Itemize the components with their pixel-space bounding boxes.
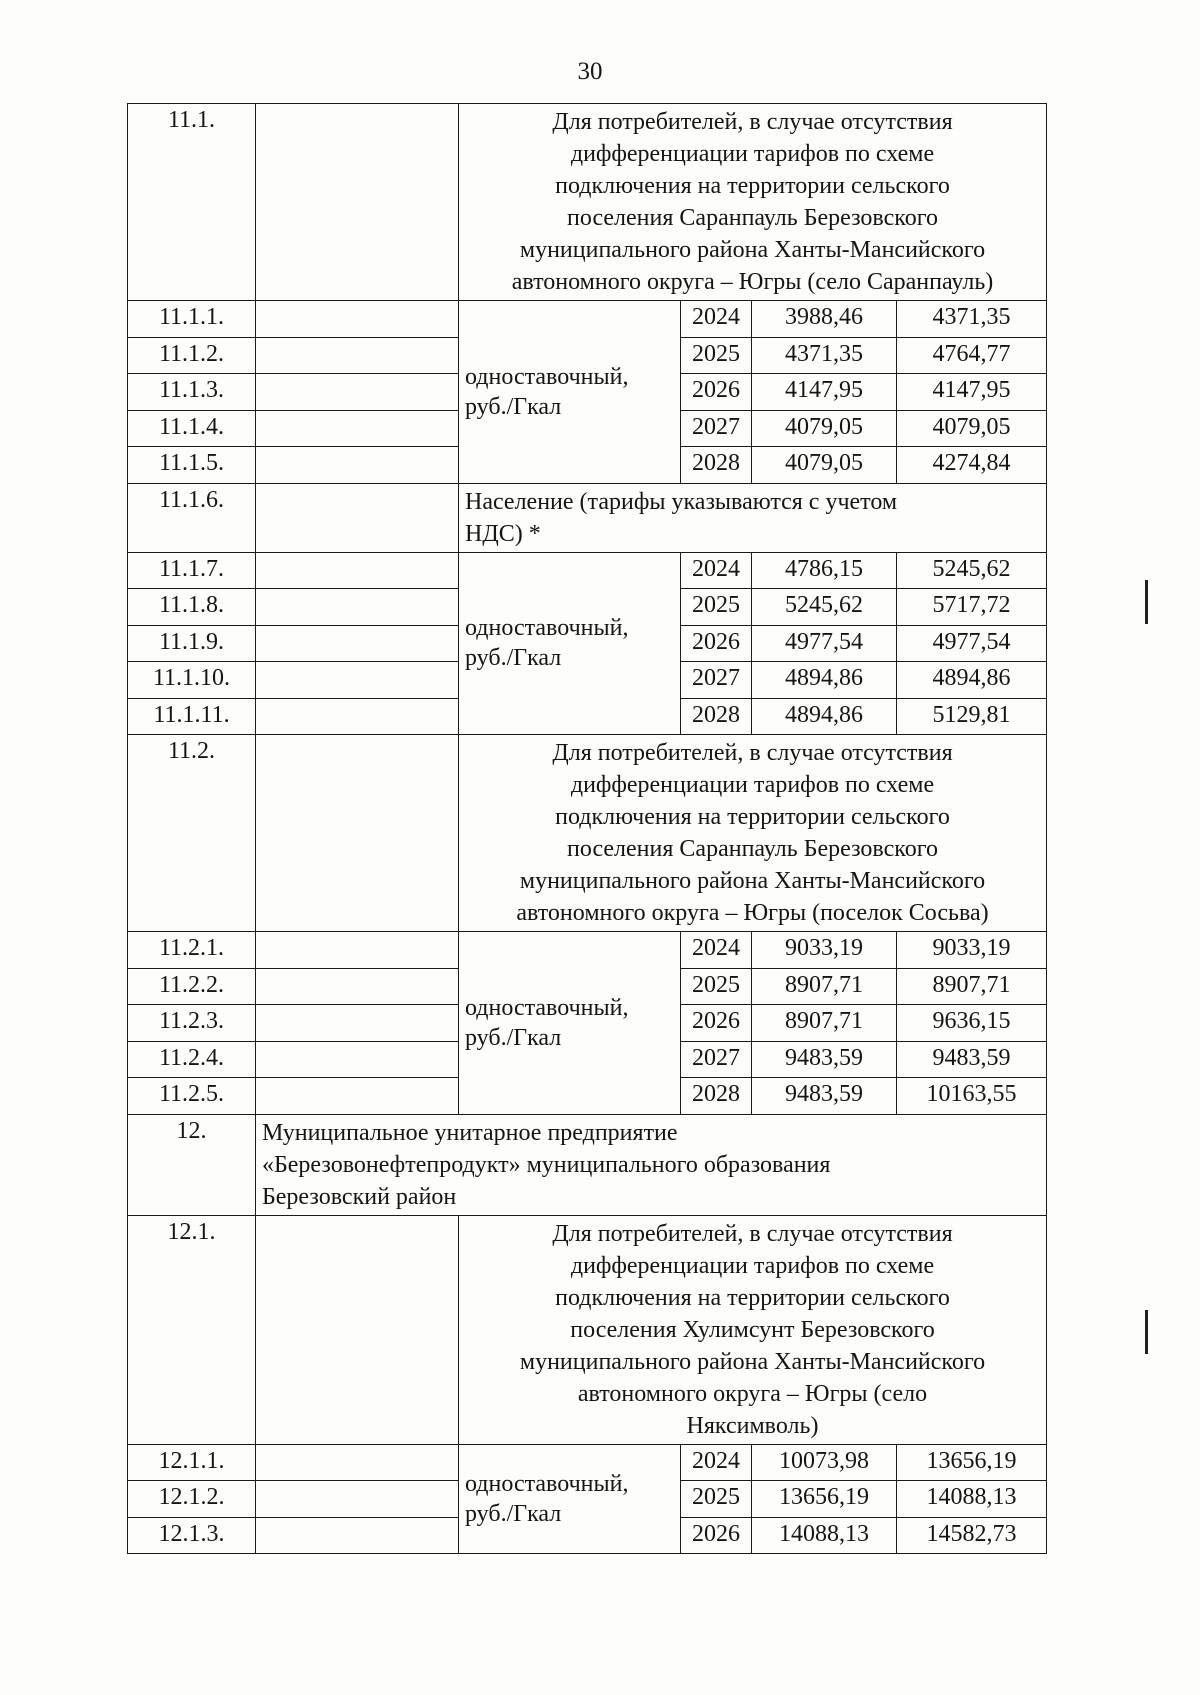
blank-cell: [256, 662, 459, 699]
blank-cell: [256, 1041, 459, 1078]
tariff-second-half: 8907,71: [897, 968, 1047, 1005]
year: 2028: [681, 1078, 752, 1115]
page-number: 30: [577, 58, 603, 85]
row-code: 11.1.7.: [128, 552, 256, 589]
tariff-row: [128, 552, 1047, 589]
rate-label-line: одноставочный,: [465, 994, 629, 1021]
text-line: Березовский район: [262, 1183, 457, 1210]
tariff-first-half: 13656,19: [752, 1481, 897, 1518]
blank-cell: [256, 337, 459, 374]
row-code: 11.1.4.: [128, 410, 256, 447]
tariff-second-half: 4274,84: [897, 447, 1047, 484]
blank-cell: [256, 1005, 459, 1042]
row-code: 11.1.9.: [128, 625, 256, 662]
blank-cell: [256, 1444, 459, 1481]
row-code: 11.2.1.: [128, 932, 256, 969]
blank-cell: [256, 932, 459, 969]
tariff-second-half: 9033,19: [897, 932, 1047, 969]
row-code: 11.1.5.: [128, 447, 256, 484]
year: 2024: [681, 1444, 752, 1481]
text-line: дифференциации тарифов по схеме: [570, 772, 935, 798]
text-line: автономного округа – Югры (село Саранпауль): [511, 269, 994, 295]
row-code: 11.1.2.: [128, 337, 256, 374]
tariff-second-half: 4764,77: [897, 337, 1047, 374]
row-code: 11.1.: [128, 104, 256, 301]
note-row: [128, 483, 1047, 552]
text-line: Для потребителей, в случае отсутствия: [552, 740, 953, 766]
tariff-second-half: 4147,95: [897, 374, 1047, 411]
blank-cell: [256, 410, 459, 447]
text-line: Для потребителей, в случае отсутствия: [552, 1220, 953, 1247]
tariff-first-half: 10073,98: [752, 1444, 897, 1481]
year: 2024: [681, 301, 752, 338]
row-code: 12.1.1.: [128, 1444, 256, 1481]
row-code: 11.2.4.: [128, 1041, 256, 1078]
tariff-first-half: 9483,59: [752, 1078, 897, 1115]
tariff-first-half: 4079,05: [752, 447, 897, 484]
tariff-first-half: 4977,54: [752, 625, 897, 662]
rate-label-line: руб./Гкал: [465, 393, 562, 420]
text-line: НДС) *: [465, 520, 541, 547]
text-line: Муниципальное унитарное предприятие: [262, 1119, 678, 1146]
tariff-second-half: 9636,15: [897, 1005, 1047, 1042]
section-heading: [459, 104, 1047, 301]
blank-cell: [256, 589, 459, 626]
year: 2026: [681, 1005, 752, 1042]
tariff-second-half: 14582,73: [897, 1517, 1047, 1554]
heading-row: [128, 735, 1047, 932]
tariff-second-half: 5717,72: [897, 589, 1047, 626]
row-code: 11.1.10.: [128, 662, 256, 699]
heading-row: [128, 1215, 1047, 1444]
tariff-first-half: 3988,46: [752, 301, 897, 338]
text-line: автономного округа – Югры (поселок Сосьва): [516, 900, 989, 926]
tariff-second-half: 4371,35: [897, 301, 1047, 338]
text-line: поселения Хулимсунт Березовского: [570, 1316, 935, 1343]
tariff-first-half: 4894,86: [752, 662, 897, 699]
text-line: муниципального района Ханты-Мансийского: [519, 1348, 986, 1375]
tariff-first-half: 4079,05: [752, 410, 897, 447]
year: 2025: [681, 968, 752, 1005]
org-row: [128, 1114, 1047, 1215]
row-code: 12.1.3.: [128, 1517, 256, 1554]
tariff-row: [128, 301, 1047, 338]
blank-cell: [256, 1215, 459, 1444]
tariff-second-half: 4977,54: [897, 625, 1047, 662]
blank-cell: [256, 104, 459, 301]
tariff-second-half: 13656,19: [897, 1444, 1047, 1481]
row-code: 11.2.3.: [128, 1005, 256, 1042]
population-note: [459, 483, 1047, 552]
rate-label-line: руб./Гкал: [465, 645, 562, 672]
tariff-row: [128, 932, 1047, 969]
text-line: «Березовонефтепродукт» муниципального образования: [262, 1151, 831, 1178]
year: 2027: [681, 410, 752, 447]
tariff-second-half: 10163,55: [897, 1078, 1047, 1115]
year: 2024: [681, 932, 752, 969]
blank-cell: [256, 1481, 459, 1518]
text-line: Няксимволь): [686, 1412, 819, 1439]
text-line: поселения Саранпауль Березовского: [567, 836, 938, 862]
tariff-second-half: 5245,62: [897, 552, 1047, 589]
year: 2027: [681, 662, 752, 699]
text-line: муниципального района Ханты-Мансийского: [519, 237, 986, 263]
text-line: подключения на территории сельского: [555, 804, 950, 830]
text-line: Население (тарифы указываются с учетом: [465, 488, 898, 515]
rate-label-line: одноставочный,: [465, 1470, 629, 1497]
tariff-second-half: 9483,59: [897, 1041, 1047, 1078]
row-code: 12.1.2.: [128, 1481, 256, 1518]
blank-cell: [256, 735, 459, 932]
blank-cell: [256, 301, 459, 338]
tariff-first-half: 9483,59: [752, 1041, 897, 1078]
row-code: 11.1.8.: [128, 589, 256, 626]
blank-cell: [256, 374, 459, 411]
blank-cell: [256, 483, 459, 552]
tariff-first-half: 4894,86: [752, 698, 897, 735]
row-code: 11.1.1.: [128, 301, 256, 338]
row-code: 11.1.3.: [128, 374, 256, 411]
year: 2025: [681, 1481, 752, 1518]
row-code: 11.2.2.: [128, 968, 256, 1005]
tariff-first-half: 4371,35: [752, 337, 897, 374]
row-code: 11.2.5.: [128, 1078, 256, 1115]
row-code: 12.1.: [128, 1215, 256, 1444]
rate-type: [459, 552, 681, 735]
row-code: 11.2.: [128, 735, 256, 932]
scan-mark: [1145, 1310, 1148, 1354]
rate-label-line: одноставочный,: [465, 615, 629, 642]
tariff-second-half: 4894,86: [897, 662, 1047, 699]
blank-cell: [256, 447, 459, 484]
year: 2026: [681, 625, 752, 662]
year: 2026: [681, 374, 752, 411]
tariff-second-half: 14088,13: [897, 1481, 1047, 1518]
year: 2028: [681, 447, 752, 484]
section-heading: [459, 1215, 1047, 1444]
tariff-table: [127, 103, 1047, 1554]
text-line: дифференциации тарифов по схеме: [570, 141, 935, 167]
organization-name: [256, 1114, 1047, 1215]
text-line: муниципального района Ханты-Мансийского: [519, 868, 986, 894]
heading-row: [128, 104, 1047, 301]
blank-cell: [256, 698, 459, 735]
tariff-first-half: 14088,13: [752, 1517, 897, 1554]
rate-label-line: одноставочный,: [465, 363, 629, 390]
row-code: 11.1.6.: [128, 483, 256, 552]
year: 2024: [681, 552, 752, 589]
scan-mark: [1145, 580, 1148, 624]
text-line: дифференциации тарифов по схеме: [570, 1252, 935, 1279]
rate-label-line: руб./Гкал: [465, 1500, 562, 1527]
tariff-first-half: 4147,95: [752, 374, 897, 411]
rate-type: [459, 301, 681, 484]
text-line: Для потребителей, в случае отсутствия: [552, 109, 953, 135]
year: 2027: [681, 1041, 752, 1078]
tariff-first-half: 8907,71: [752, 1005, 897, 1042]
tariff-second-half: 5129,81: [897, 698, 1047, 735]
blank-cell: [256, 968, 459, 1005]
year: 2025: [681, 337, 752, 374]
year: 2025: [681, 589, 752, 626]
blank-cell: [256, 1517, 459, 1554]
row-code: 12.: [128, 1114, 256, 1215]
tariff-first-half: 5245,62: [752, 589, 897, 626]
year: 2026: [681, 1517, 752, 1554]
rate-label-line: руб./Гкал: [465, 1024, 562, 1051]
text-line: подключения на территории сельского: [555, 1284, 950, 1311]
tariff-row: [128, 1444, 1047, 1481]
blank-cell: [256, 1078, 459, 1115]
rate-type: [459, 932, 681, 1115]
tariff-first-half: 9033,19: [752, 932, 897, 969]
blank-cell: [256, 625, 459, 662]
tariff-first-half: 8907,71: [752, 968, 897, 1005]
year: 2028: [681, 698, 752, 735]
text-line: подключения на территории сельского: [555, 173, 950, 199]
tariff-first-half: 4786,15: [752, 552, 897, 589]
text-line: поселения Саранпауль Березовского: [567, 205, 938, 231]
blank-cell: [256, 552, 459, 589]
section-heading: [459, 735, 1047, 932]
row-code: 11.1.11.: [128, 698, 256, 735]
text-line: автономного округа – Югры (село: [577, 1380, 928, 1407]
tariff-second-half: 4079,05: [897, 410, 1047, 447]
rate-type: [459, 1444, 681, 1554]
